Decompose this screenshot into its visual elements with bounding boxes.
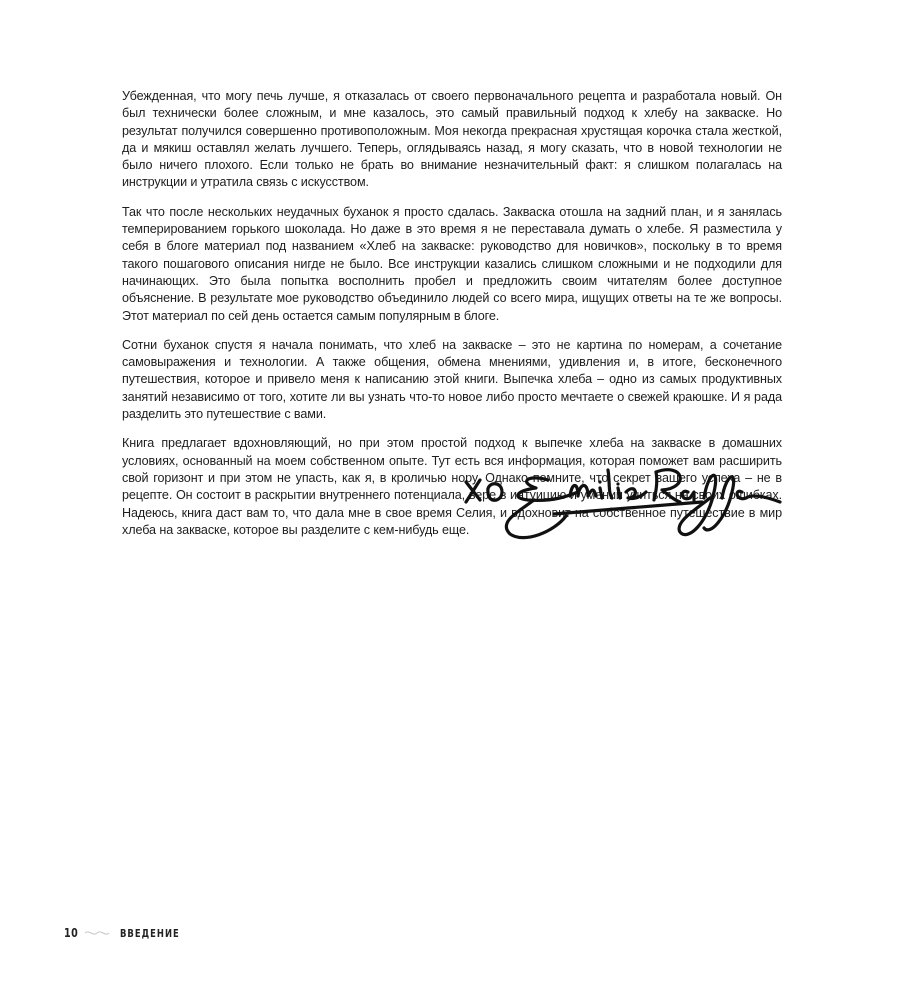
paragraph-3: Сотни буханок спустя я начала понимать, что хлеб на закваске – это не картина по номерам, а сочетание самовыражения и технологии. А также общения, обмена мнениями, удивления и, в итоге, бесконечного путешествия, которое и привело меня к написанию этой книги. Выпечка хлеба – одно из самых продуктивных занятий независимо от того, хотите ли вы узнать что-то новое либо просто мечтаете о свежей краюшке. И я рада разделить это путешествие с вами. <box>122 337 782 422</box>
signature-drawing <box>458 452 788 562</box>
page-footer <box>64 925 190 941</box>
paragraph-2: Так что после нескольких неудачных буханок я просто сдалась. Закваска отошла на задний план, и я занялась темперированием горького шоколада. Но даже в это время я не переставала думать о хлебе. Я разместила у себя в блоге материал под названием «Хлеб на закваске: руководство для новичков», поскольку в то время такого пошагового описания нигде не было. Все инструкции казались слишком сложными и не подходили для начинающих. Это была попытка восполнить пробел и предложить своим читателям более доступное объяснение. В результате мое руководство объединило людей со всего мира, ищущих ответы на те же вопросы. Этот материал по сей день остается самым популярным в блоге. <box>122 204 782 323</box>
paragraph-1: Убежденная, что могу печь лучше, я отказалась от своего первоначального рецепта и разработала новый. Он был технически более сложным, и мне казалось, это самый правильный подход к хлебу на закваске. Но результат получился совершенно противоположным. Моя некогда прекрасная хрустящая корочка стала жесткой, да и мякиш оставлял желать лучшего. Теперь, оглядываясь назад, я могу сказать, что в новой технологии не было ничего плохого. Если только не брать во внимание незначительный факт: я слишком полагалась на инструкции и утратила связь с искусством. <box>122 89 782 190</box>
section-title: ВВЕДЕНИЕ <box>120 926 180 940</box>
decorative-ornament-icon <box>84 928 110 938</box>
handwritten-signature <box>458 452 788 562</box>
page-number: 10 <box>64 926 79 940</box>
paragraph-4: Книга предлагает вдохновляющий, но при этом простой подход к выпечке хлеба на закваске в домашних условиях, основанный на моем собственном опыте. Тут есть вся информация, которая поможет вам расширить свой горизонт и при этом не упасть, как я, в кроличью нору. Однако помните, что секрет вашего успеха – не в рецепте. Он состоит в раскрытии внутреннего потенциала, вере в интуицию и умении учиться на своих ошибках. Надеюсь, книга даст вам то, что дала мне в свое время Селия, и вдохновит на собственное путешествие в мир хлеба на закваске, которое вы разделите с кем-нибудь еще. <box>122 436 782 537</box>
